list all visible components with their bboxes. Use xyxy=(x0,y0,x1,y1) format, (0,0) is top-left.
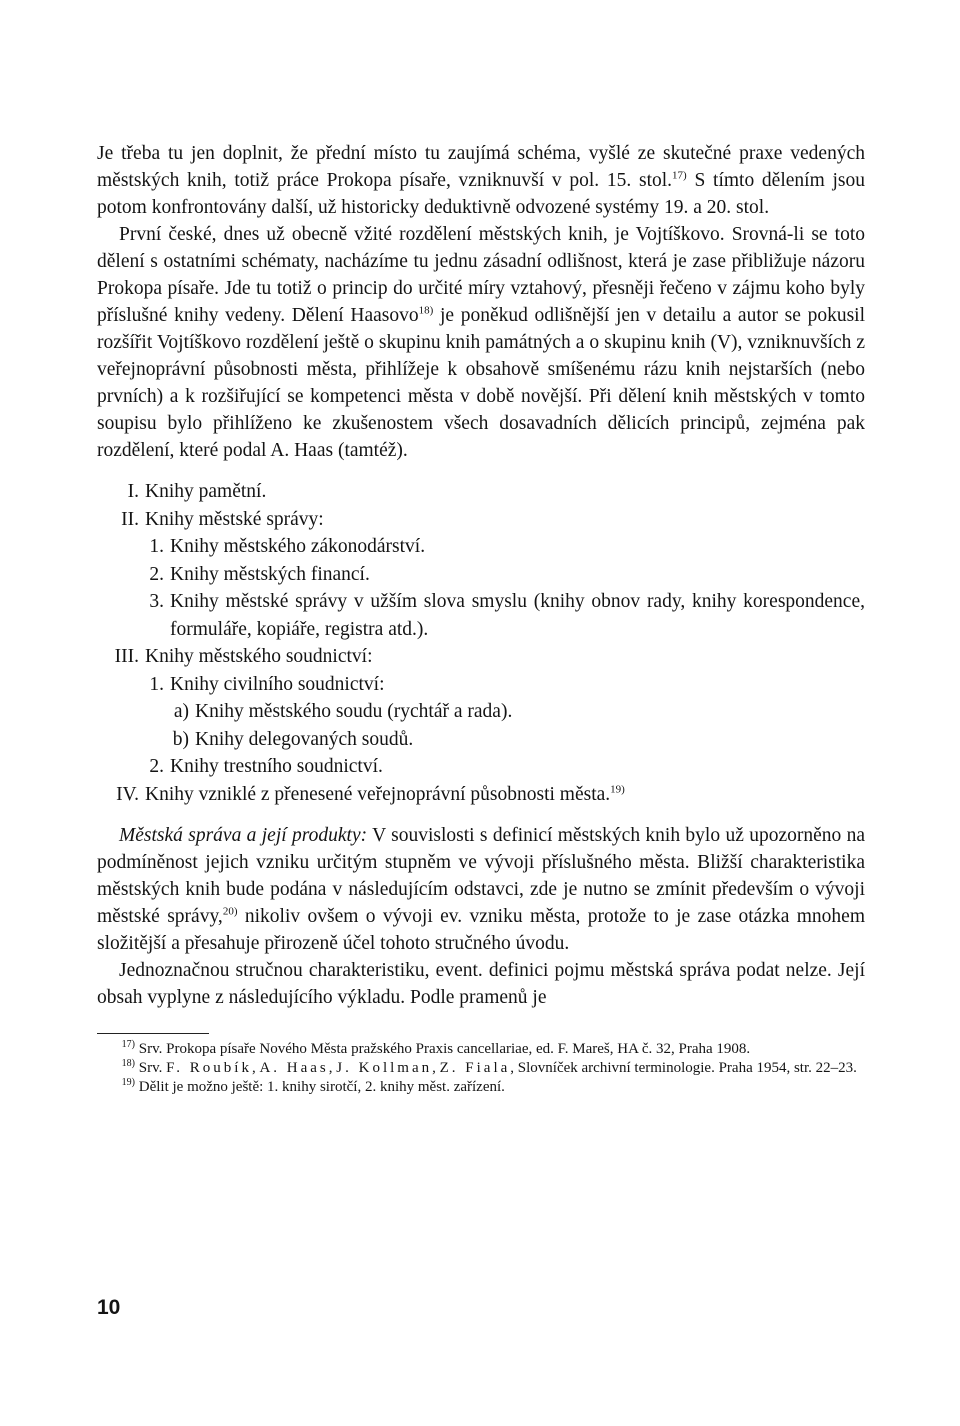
footnote-text: Srv. xyxy=(138,1060,167,1076)
paragraph-text: nikoliv ovšem o vývoji ev. vzniku města, protože to je zase otázka mnohem složitější a přesahuje přirozeně účel tohoto stručného úvodu. xyxy=(97,906,866,954)
outline-item-i xyxy=(97,478,865,506)
outline-text: Knihy městských financí. xyxy=(170,563,370,585)
paragraph-1 xyxy=(97,140,865,221)
outline-text: Knihy delegovaných soudů. xyxy=(195,728,414,750)
footnote-ref-19: 19) xyxy=(610,783,625,795)
outline-text-main: Knihy vzniklé z přenesené veřejnoprávní působnosti města. xyxy=(145,783,611,805)
footnote-separator: , xyxy=(328,1060,337,1076)
footnote-text: , Slovníček archivní terminologie. Praha 1954, str. 22–23. xyxy=(510,1060,857,1076)
section-lead-italic: Městská správa a její produkty: xyxy=(119,825,368,846)
footnote-ref-20: 20) xyxy=(222,905,238,918)
footnote-marker: 18) xyxy=(121,1058,135,1069)
outline-item-ii-3 xyxy=(97,588,865,643)
outline-number: IV. xyxy=(116,783,139,805)
book-classification-outline xyxy=(97,478,865,808)
footnote-separator: , xyxy=(432,1060,440,1076)
footnote-ref-18: 18) xyxy=(418,304,434,317)
outline-item-iii-1-b xyxy=(97,726,865,754)
footnote-19 xyxy=(97,1078,865,1097)
outline-number: a) xyxy=(173,701,189,722)
footnote-18 xyxy=(97,1059,865,1078)
footnote-number xyxy=(97,1078,135,1097)
outline-text xyxy=(145,781,625,809)
outline-number: 3. xyxy=(149,591,164,612)
footnote-marker: 17) xyxy=(121,1039,135,1050)
outline-item-ii xyxy=(97,506,865,534)
paragraph-3 xyxy=(97,822,865,957)
outline-item-ii-2 xyxy=(97,561,865,589)
outline-item-iv xyxy=(97,781,865,809)
outline-text: Knihy městského zákonodárství. xyxy=(170,536,426,557)
footnote-author: Z. Fiala xyxy=(439,1060,511,1076)
outline-item-ii-1 xyxy=(97,533,865,561)
paragraph-4 xyxy=(97,957,865,1011)
outline-item-iii xyxy=(97,643,865,671)
outline-text: Knihy trestního soudnictví. xyxy=(170,756,383,777)
outline-text: Knihy městské správy: xyxy=(145,508,324,530)
footnote-author: J. Kollman xyxy=(336,1060,433,1076)
footnote-ref-17: 17) xyxy=(672,169,687,182)
footnote-number xyxy=(97,1040,135,1059)
footnote-text: Dělit je možno ještě: 1. knihy sirotčí, 2. knihy měst. zařízení. xyxy=(138,1079,505,1095)
outline-text: Knihy pamětní. xyxy=(145,481,267,502)
footnote-text: Srv. Prokopa písaře Nového Města pražského Praxis cancellariae, ed. F. Mareš, HA č. 32, Praha 1908. xyxy=(138,1041,751,1057)
paragraph-text: V souvislosti s definicí městských knih bylo už upozorněno na podmíněnost jejich vzniku určitým stupněm ve vývoji příslušného města. Bližší charakteristika městských knih bude podána v následujícím odstavci, zde je nutno se zmínit především o vývoji městské správy, xyxy=(97,825,865,927)
outline-text: Knihy civilního soudnictví: xyxy=(170,673,385,695)
footnote-17 xyxy=(97,1040,865,1059)
outline-text: Knihy městské správy v užším slova smyslu (knihy obnov rady, knihy korespondence, formuláře, kopiáře, registra atd.). xyxy=(170,591,865,640)
footnote-separator: , xyxy=(251,1060,260,1076)
outline-number: 2. xyxy=(149,563,164,585)
outline-number: 1. xyxy=(149,536,164,557)
outline-number: III. xyxy=(114,646,139,667)
footnote-author: A. Haas xyxy=(259,1060,329,1076)
paragraph-text: S tímto dělením jsou potom konfrontovány další, už historicky deduktivně odvozené systémy 19. a 20. stol. xyxy=(97,170,865,218)
outline-number: b) xyxy=(172,728,189,750)
outline-number: 2. xyxy=(149,756,164,777)
paragraph-text: Jednoznačnou stručnou charakteristiku, event. definici pojmu městská správa podat nelze. Její obsah vyplyne z následujícího výkladu. Podle pramenů je xyxy=(97,960,865,1008)
page-number: 10 xyxy=(97,1296,121,1319)
paragraph-2 xyxy=(97,221,865,464)
footnote-divider xyxy=(97,1033,209,1034)
paragraph-text: Je třeba tu jen doplnit, že přední místo tu zaujímá schéma, vyšlé ze skutečné praxe vedených městských knih, totiž práce Prokopa písaře, vzniknuvší v pol. 15. stol. xyxy=(97,143,865,191)
footnote-marker: 19) xyxy=(121,1077,135,1088)
outline-item-iii-1-a xyxy=(97,698,865,726)
page-body xyxy=(97,140,865,1097)
outline-number: II. xyxy=(121,508,139,530)
paragraph-text: je poněkud odlišnější jen v detailu a autor se pokusil rozšířit Vojtíškovo rozdělení ještě o skupinu knih památných a o skupinu knih (V), vzniknuvších z veřejnoprávní působnosti města, přihlížeje k obsahově smíšenému rázu knih nejstarších (nebo prvních) a k rozšiřující se kompetenci města v době novější. Při dělení knih městských v tomto soupisu bylo přihlíženo ke zkušenostem všech dosavadních dělicích principů, zejména pak rozdělení, které podal A. Haas (tamtéž). xyxy=(97,305,865,461)
footnote-author: F. Roubík xyxy=(166,1060,252,1076)
outline-text: Knihy městského soudu (rychtář a rada). xyxy=(195,701,513,722)
outline-number: I. xyxy=(127,481,139,502)
paragraph-text: První české, dnes už obecně vžité rozdělení městských knih, je Vojtíškovo. Srovná-li se toto dělení s ostatními schématy, nacházíme tu jednu zásadní odlišnost, která je zase přibližuje názoru Prokopa písaře. Jde tu totiž o princip do určité míry vztahový, přesněji řečeno v zájmu koho byly příslušné knihy vedeny. Dělení Haasovo xyxy=(97,224,865,326)
outline-text: Knihy městského soudnictví: xyxy=(145,646,373,667)
outline-number: 1. xyxy=(149,673,164,695)
footnote-number xyxy=(97,1059,135,1078)
outline-item-iii-1 xyxy=(97,671,865,699)
outline-item-iii-2 xyxy=(97,753,865,781)
